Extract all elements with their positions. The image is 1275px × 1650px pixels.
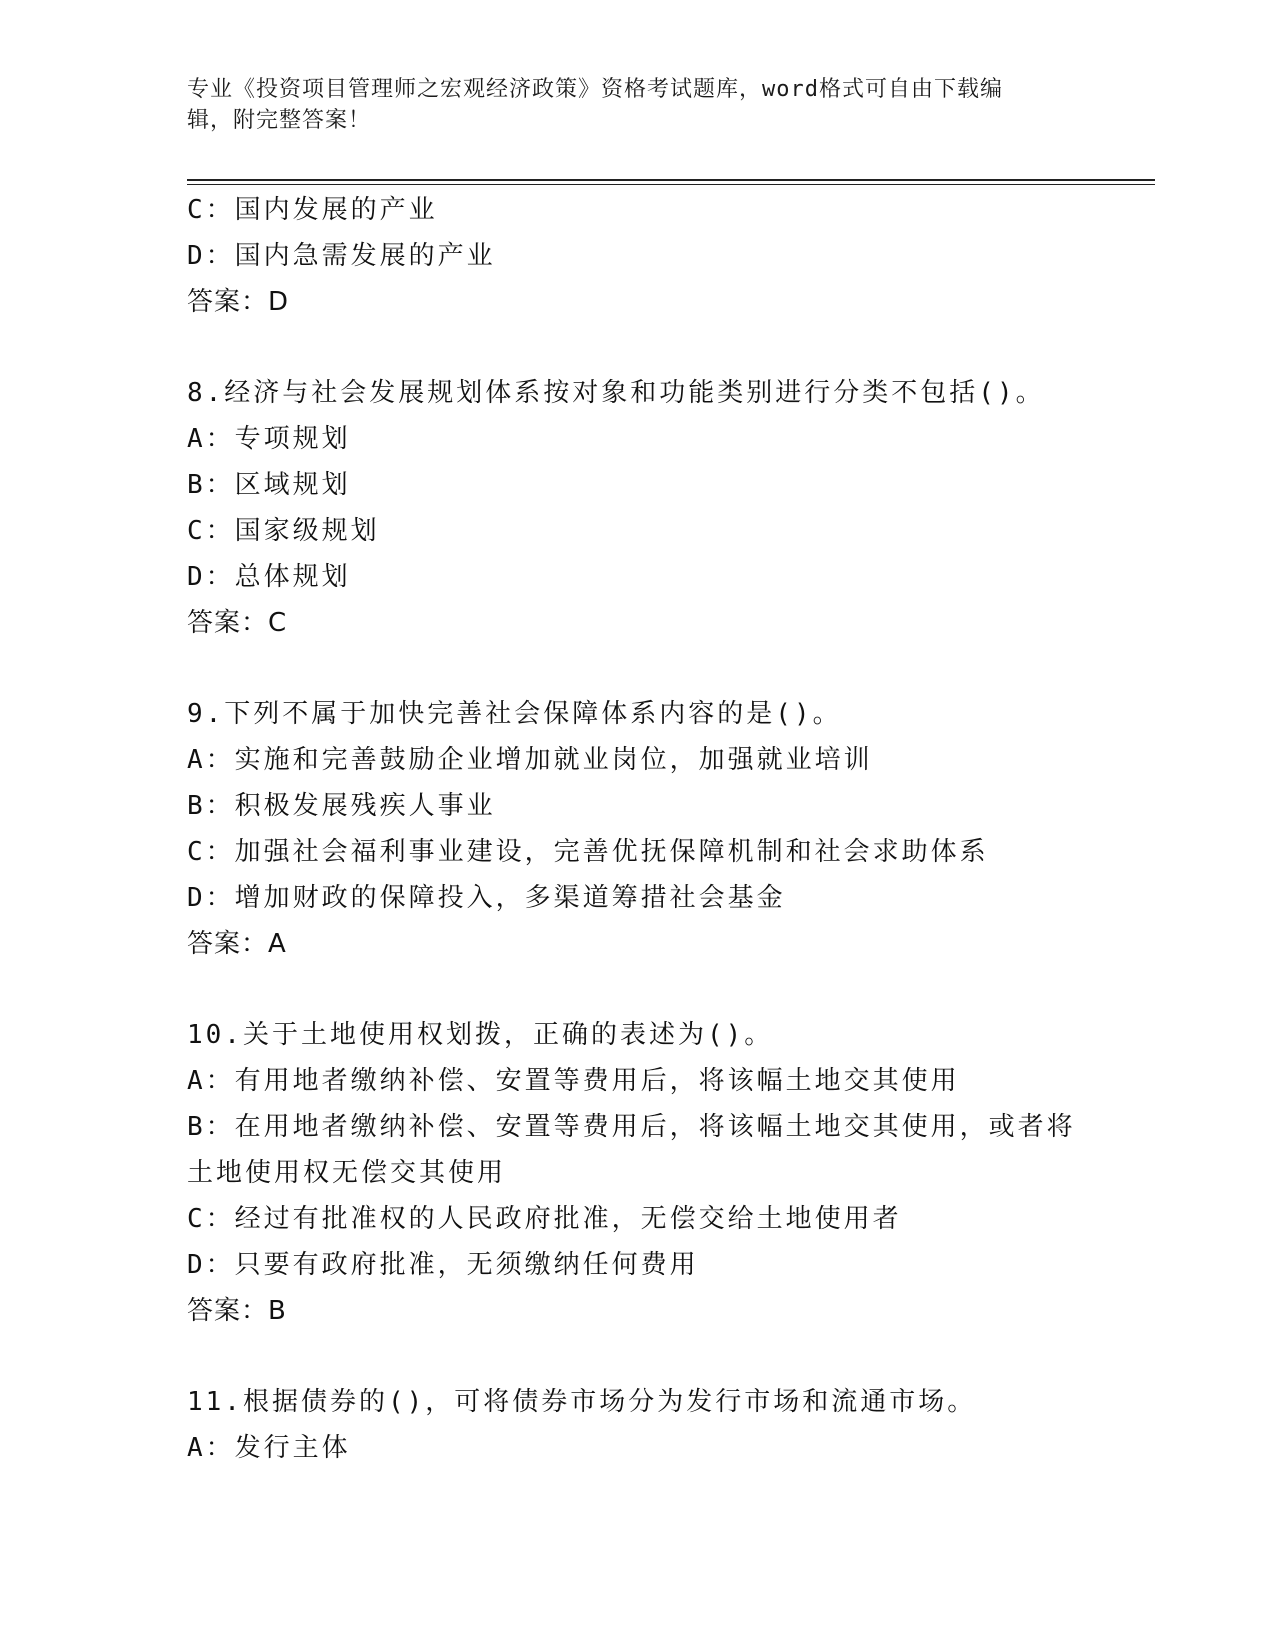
option-b-line-2: 土地使用权无偿交其使用 [187,1158,507,1188]
question-list [187,187,1087,1471]
option-d: D：国内急需发展的产业 [187,241,496,271]
answer: 答案：C [187,608,288,638]
option-c: C：经过有批准权的人民政府批准，无偿交给土地使用者 [187,1204,902,1234]
question-stem: 10.关于土地使用权划拨，正确的表述为()。 [187,1020,774,1050]
option-b: B：积极发展残疾人事业 [187,791,496,821]
option-c: C：加强社会福利事业建设，完善优抚保障机制和社会求助体系 [187,837,989,867]
header-line-2: 辑，附完整答案！ [187,108,372,133]
option-a: A：实施和完善鼓励企业增加就业岗位，加强就业培训 [187,745,873,775]
question-7-tail [187,187,1087,325]
header-divider-thin [187,184,1155,185]
question-stem: 8.经济与社会发展规划体系按对象和功能类别进行分类不包括()。 [187,378,1045,408]
answer: 答案：D [187,287,290,317]
header-line-1: 专业《投资项目管理师之宏观经济政策》资格考试题库，word格式可自由下载编 [187,77,1003,102]
answer: 答案：A [187,929,287,959]
question-stem: 11.根据债券的()，可将债券市场分为发行市场和流通市场。 [187,1387,977,1417]
option-c: C：国家级规划 [187,516,380,546]
question-8 [187,370,1087,646]
answer: 答案：B [187,1296,287,1326]
question-10 [187,1012,1087,1334]
document-header [187,74,1087,136]
option-a: A：专项规划 [187,424,351,454]
option-d: D：只要有政府批准，无须缴纳任何费用 [187,1250,699,1280]
option-d: D：总体规划 [187,562,351,592]
option-b-line-1: B：在用地者缴纳补偿、安置等费用后，将该幅土地交其使用，或者将 [187,1112,1076,1142]
option-c: C：国内发展的产业 [187,195,438,225]
question-9 [187,691,1087,967]
option-a: A：有用地者缴纳补偿、安置等费用后，将该幅土地交其使用 [187,1066,960,1096]
option-b: B：区域规划 [187,470,351,500]
header-divider-thick [187,179,1155,181]
question-11 [187,1379,1087,1471]
question-stem: 9.下列不属于加快完善社会保障体系内容的是()。 [187,699,842,729]
option-a: A：发行主体 [187,1433,351,1463]
option-d: D：增加财政的保障投入，多渠道筹措社会基金 [187,883,786,913]
